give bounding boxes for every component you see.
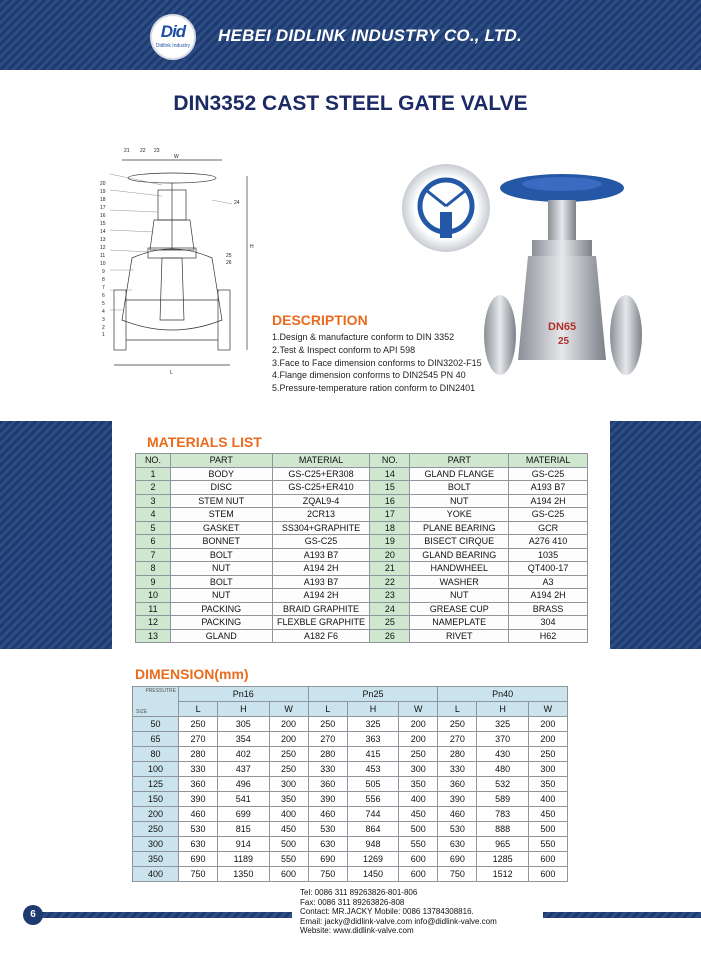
materials-row xyxy=(136,535,588,549)
materials-cell: 9 xyxy=(136,575,171,589)
dimension-cell: 750 xyxy=(438,867,477,882)
materials-header-cell: MATERIAL xyxy=(272,454,370,468)
callout-4: 4 xyxy=(102,309,105,315)
dimension-cell: 325 xyxy=(477,717,528,732)
contact-website: Website: www.didlink-valve.com xyxy=(300,926,414,936)
dimension-cell: 330 xyxy=(179,762,218,777)
materials-cell: 17 xyxy=(370,508,410,522)
dimension-cell: 360 xyxy=(179,777,218,792)
callout-9: 9 xyxy=(102,269,105,275)
materials-cell: 7 xyxy=(136,548,171,562)
dimension-cell: 450 xyxy=(269,822,308,837)
contact-tel: Tel: 0086 311 89263826-801-806 xyxy=(300,888,418,897)
dimension-cell: 556 xyxy=(347,792,398,807)
callout-22: 22 xyxy=(140,148,146,154)
materials-header-cell: PART xyxy=(170,454,272,468)
materials-cell: A194 2H xyxy=(272,589,370,603)
description-item: 4.Flange dimension conforms to DIN2545 PN 40 xyxy=(272,370,466,381)
callout-6: 6 xyxy=(102,293,105,299)
dimension-cell: 402 xyxy=(218,747,269,762)
dimension-cell: 270 xyxy=(179,732,218,747)
materials-cell: 15 xyxy=(370,481,410,495)
materials-cell: A194 2H xyxy=(509,494,588,508)
materials-cell: 13 xyxy=(136,629,171,643)
dimension-sub-header: L xyxy=(308,702,347,717)
dim-label-w: W xyxy=(174,154,179,160)
materials-cell: SS304+GRAPHITE xyxy=(272,521,370,535)
corner-size-label: SIZE xyxy=(136,709,148,715)
materials-cell: 2CR13 xyxy=(272,508,370,522)
dimension-size-cell: 50 xyxy=(133,717,179,732)
dimension-sub-header: H xyxy=(218,702,269,717)
handwheel-inset xyxy=(402,164,490,252)
dimension-size-cell: 150 xyxy=(133,792,179,807)
dimension-cell: 330 xyxy=(438,762,477,777)
dimension-table xyxy=(132,686,568,882)
marking-pn: 25 xyxy=(558,336,570,347)
dimension-cell: 250 xyxy=(438,717,477,732)
dimension-cell: 600 xyxy=(528,867,567,882)
callout-15: 15 xyxy=(100,221,106,227)
materials-row xyxy=(136,589,588,603)
materials-cell: QT400-17 xyxy=(509,562,588,576)
contact-fax: Fax: 0086 311 89263826-808 xyxy=(300,897,405,907)
callout-5: 5 xyxy=(102,301,105,307)
materials-cell: GLAND BEARING xyxy=(410,548,509,562)
dimension-cell: 589 xyxy=(477,792,528,807)
dimension-cell: 200 xyxy=(528,717,567,732)
materials-cell: 304 xyxy=(509,616,588,630)
dimension-cell: 270 xyxy=(308,732,347,747)
materials-header-cell: PART xyxy=(410,454,509,468)
materials-cell: 21 xyxy=(370,562,410,576)
dimension-cell: 783 xyxy=(477,807,528,822)
materials-cell: BOLT xyxy=(170,548,272,562)
materials-cell: GLAND FLANGE xyxy=(410,467,509,481)
marking-dn: DN65 xyxy=(548,321,577,333)
materials-header-cell: NO. xyxy=(370,454,410,468)
materials-cell: 1035 xyxy=(509,548,588,562)
materials-cell: YOKE xyxy=(410,508,509,522)
callout-7: 7 xyxy=(102,285,105,291)
materials-header-cell: NO. xyxy=(136,454,171,468)
dimension-cell: 250 xyxy=(269,747,308,762)
dimension-cell: 630 xyxy=(308,837,347,852)
dimension-row xyxy=(133,837,568,852)
dimension-cell: 270 xyxy=(438,732,477,747)
materials-cell: 20 xyxy=(370,548,410,562)
materials-heading: MATERIALS LIST xyxy=(147,434,262,450)
materials-cell: ZQAL9-4 xyxy=(272,494,370,508)
materials-cell: 23 xyxy=(370,589,410,603)
dimension-cell: 350 xyxy=(269,792,308,807)
materials-cell: 2 xyxy=(136,481,171,495)
dimension-cell: 690 xyxy=(308,852,347,867)
materials-cell: FLEXBLE GRAPHITE xyxy=(272,616,370,630)
dimension-cell: 815 xyxy=(218,822,269,837)
dimension-cell: 460 xyxy=(438,807,477,822)
dimension-row xyxy=(133,822,568,837)
contact-person: Contact: MR.JACKY Mobile: 0086 13784308816. xyxy=(300,907,474,917)
dimension-cell: 300 xyxy=(399,762,438,777)
pressure-header: Pn16 xyxy=(179,687,309,702)
materials-row xyxy=(136,548,588,562)
dimension-cell: 400 xyxy=(399,792,438,807)
materials-cell: RIVET xyxy=(410,629,509,643)
materials-cell: 14 xyxy=(370,467,410,481)
materials-cell: A193 B7 xyxy=(272,575,370,589)
dimension-row xyxy=(133,852,568,867)
dimension-size-cell: 300 xyxy=(133,837,179,852)
materials-cell: GS-C25+ER308 xyxy=(272,467,370,481)
dimension-cell: 480 xyxy=(477,762,528,777)
materials-cell: A182 F6 xyxy=(272,629,370,643)
logo-text: Didlink Industry xyxy=(155,43,191,49)
dimension-cell: 1512 xyxy=(477,867,528,882)
corner-pressure-label: PRESSUTRE xyxy=(145,688,176,694)
materials-cell: GS-C25 xyxy=(272,535,370,549)
dimension-cell: 914 xyxy=(218,837,269,852)
dimension-cell: 460 xyxy=(308,807,347,822)
callout-19: 19 xyxy=(100,189,106,195)
dimension-cell: 530 xyxy=(179,822,218,837)
dimension-cell: 325 xyxy=(347,717,398,732)
dimension-cell: 541 xyxy=(218,792,269,807)
materials-cell: BRAID GRAPHITE xyxy=(272,602,370,616)
materials-cell: PACKING xyxy=(170,616,272,630)
materials-cell: 24 xyxy=(370,602,410,616)
materials-row xyxy=(136,508,588,522)
materials-row xyxy=(136,494,588,508)
description-item: 5.Pressure-temperature ration conform to DIN2401 xyxy=(272,383,476,394)
materials-cell: NUT xyxy=(170,589,272,603)
dimension-cell: 400 xyxy=(528,792,567,807)
description-item: 2.Test & Inspect conform to API 598 xyxy=(272,344,416,355)
inset-stem xyxy=(440,212,452,238)
materials-cell: 26 xyxy=(370,629,410,643)
description-heading: DESCRIPTION xyxy=(272,312,368,328)
callout-2: 2 xyxy=(102,325,105,331)
dimension-cell: 200 xyxy=(399,717,438,732)
dimension-cell: 250 xyxy=(308,717,347,732)
dimension-cell: 360 xyxy=(438,777,477,792)
company-name: HEBEI DIDLINK INDUSTRY CO., LTD. xyxy=(218,26,522,45)
dimension-heading: DIMENSION(mm) xyxy=(135,666,249,682)
dimension-size-cell: 65 xyxy=(133,732,179,747)
dimension-cell: 500 xyxy=(399,822,438,837)
bonnet-flange xyxy=(532,240,592,256)
logo-mark: Did xyxy=(160,22,186,41)
right-flange xyxy=(610,295,642,375)
materials-cell: 18 xyxy=(370,521,410,535)
dimension-row xyxy=(133,732,568,747)
callout-23: 23 xyxy=(154,148,160,154)
callout-26: 26 xyxy=(226,260,232,266)
description-item: 3.Face to Face dimension conforms to DIN3202-F15 xyxy=(272,357,482,368)
dimension-cell: 1189 xyxy=(218,852,269,867)
materials-cell: A194 2H xyxy=(272,562,370,576)
materials-cell: WASHER xyxy=(410,575,509,589)
callout-21: 21 xyxy=(124,148,130,154)
callout-13: 13 xyxy=(100,237,106,243)
materials-cell: STEM xyxy=(170,508,272,522)
materials-cell: 4 xyxy=(136,508,171,522)
dim-label-h: H xyxy=(250,244,254,250)
dimension-cell: 630 xyxy=(179,837,218,852)
materials-cell: PACKING xyxy=(170,602,272,616)
dimension-cell: 250 xyxy=(269,762,308,777)
materials-table xyxy=(135,453,588,643)
materials-cell: 11 xyxy=(136,602,171,616)
callout-25: 25 xyxy=(226,253,232,259)
dimension-sub-header: L xyxy=(438,702,477,717)
materials-cell: 12 xyxy=(136,616,171,630)
dimension-cell: 600 xyxy=(399,852,438,867)
dimension-cell: 864 xyxy=(347,822,398,837)
dimension-size-cell: 100 xyxy=(133,762,179,777)
callout-20: 20 xyxy=(100,181,106,187)
footer-rule-left xyxy=(42,912,292,918)
materials-cell: A3 xyxy=(509,575,588,589)
dimension-cell: 888 xyxy=(477,822,528,837)
callout-16: 16 xyxy=(100,213,106,219)
dimension-row xyxy=(133,717,568,732)
yoke xyxy=(548,200,576,240)
materials-cell: GLAND xyxy=(170,629,272,643)
footer-rule-right xyxy=(543,912,701,918)
dimension-cell: 305 xyxy=(218,717,269,732)
dimension-cell: 280 xyxy=(179,747,218,762)
dimension-size-cell: 350 xyxy=(133,852,179,867)
dimension-cell: 1269 xyxy=(347,852,398,867)
materials-row xyxy=(136,602,588,616)
page-number: 6 xyxy=(23,905,43,925)
dimension-cell: 280 xyxy=(308,747,347,762)
dimension-row xyxy=(133,762,568,777)
dimension-cell: 390 xyxy=(179,792,218,807)
description-item: 1.Design & manufacture conform to DIN 3352 xyxy=(272,332,455,342)
dimension-cell: 330 xyxy=(308,762,347,777)
dimension-cell: 532 xyxy=(477,777,528,792)
materials-cell: H62 xyxy=(509,629,588,643)
dimension-cell: 360 xyxy=(308,777,347,792)
materials-cell: 3 xyxy=(136,494,171,508)
materials-cell: A193 B7 xyxy=(509,481,588,495)
dimension-size-cell: 125 xyxy=(133,777,179,792)
dimension-row xyxy=(133,792,568,807)
dimension-cell: 699 xyxy=(218,807,269,822)
dim-label-l: L xyxy=(170,370,173,376)
dimension-sub-header: W xyxy=(528,702,567,717)
dimension-cell: 505 xyxy=(347,777,398,792)
page-title: DIN3352 CAST STEEL GATE VALVE xyxy=(173,92,528,115)
materials-row xyxy=(136,481,588,495)
materials-cell: NUT xyxy=(410,494,509,508)
dimension-cell: 600 xyxy=(528,852,567,867)
dimension-cell: 500 xyxy=(528,822,567,837)
dimension-cell: 430 xyxy=(477,747,528,762)
materials-header-cell: MATERIAL xyxy=(509,454,588,468)
band-left xyxy=(0,421,112,649)
dimension-cell: 550 xyxy=(269,852,308,867)
materials-cell: GS-C25+ER410 xyxy=(272,481,370,495)
dimension-size-cell: 250 xyxy=(133,822,179,837)
dimension-cell: 600 xyxy=(399,867,438,882)
materials-cell: GS-C25 xyxy=(509,508,588,522)
sectional-drawing xyxy=(92,140,264,380)
materials-cell: NAMEPLATE xyxy=(410,616,509,630)
dimension-sub-header: H xyxy=(347,702,398,717)
dimension-cell: 354 xyxy=(218,732,269,747)
dimension-cell: 437 xyxy=(218,762,269,777)
dimension-cell: 965 xyxy=(477,837,528,852)
dimension-cell: 415 xyxy=(347,747,398,762)
callout-14: 14 xyxy=(100,229,106,235)
callout-1: 1 xyxy=(102,332,105,338)
materials-row xyxy=(136,616,588,630)
dimension-cell: 530 xyxy=(438,822,477,837)
dimension-size-cell: 80 xyxy=(133,747,179,762)
materials-cell: GCR xyxy=(509,521,588,535)
dimension-corner-cell xyxy=(133,687,179,717)
dimension-cell: 300 xyxy=(269,777,308,792)
materials-cell: 19 xyxy=(370,535,410,549)
dimension-size-cell: 200 xyxy=(133,807,179,822)
materials-cell: 8 xyxy=(136,562,171,576)
dimension-sub-header: W xyxy=(269,702,308,717)
dimension-row xyxy=(133,747,568,762)
materials-cell: BONNET xyxy=(170,535,272,549)
dimension-cell: 750 xyxy=(308,867,347,882)
dimension-cell: 250 xyxy=(179,717,218,732)
dimension-row xyxy=(133,807,568,822)
dimension-cell: 280 xyxy=(438,747,477,762)
dimension-cell: 390 xyxy=(438,792,477,807)
materials-cell: GS-C25 xyxy=(509,467,588,481)
dimension-sub-header: W xyxy=(399,702,438,717)
callout-18: 18 xyxy=(100,197,106,203)
dimension-cell: 600 xyxy=(269,867,308,882)
dimension-cell: 690 xyxy=(179,852,218,867)
pressure-header: Pn25 xyxy=(308,687,438,702)
materials-cell: GASKET xyxy=(170,521,272,535)
contact-email: Email: jacky@didlink-valve.com info@didlink-valve.com xyxy=(300,916,497,926)
contact-block xyxy=(300,888,497,936)
dimension-cell: 453 xyxy=(347,762,398,777)
materials-cell: 10 xyxy=(136,589,171,603)
materials-cell: DISC xyxy=(170,481,272,495)
dimension-cell: 200 xyxy=(269,732,308,747)
dimension-cell: 1285 xyxy=(477,852,528,867)
dimension-cell: 250 xyxy=(399,747,438,762)
dimension-cell: 1350 xyxy=(218,867,269,882)
materials-cell: BRASS xyxy=(509,602,588,616)
dimension-cell: 530 xyxy=(308,822,347,837)
dimension-cell: 200 xyxy=(528,732,567,747)
materials-row xyxy=(136,629,588,643)
materials-cell: BISECT CIRQUE xyxy=(410,535,509,549)
dimension-cell: 450 xyxy=(399,807,438,822)
description-list xyxy=(272,331,482,395)
materials-cell: BOLT xyxy=(410,481,509,495)
materials-cell: BODY xyxy=(170,467,272,481)
materials-cell: 22 xyxy=(370,575,410,589)
materials-cell: A276 410 xyxy=(509,535,588,549)
materials-cell: BOLT xyxy=(170,575,272,589)
dimension-sub-header: L xyxy=(179,702,218,717)
left-flange xyxy=(484,295,516,375)
pressure-header: Pn40 xyxy=(438,687,568,702)
dimension-cell: 750 xyxy=(179,867,218,882)
dimension-cell: 1450 xyxy=(347,867,398,882)
dimension-cell: 250 xyxy=(528,747,567,762)
dimension-cell: 550 xyxy=(399,837,438,852)
callout-8: 8 xyxy=(102,277,105,283)
materials-row xyxy=(136,562,588,576)
dimension-cell: 350 xyxy=(528,777,567,792)
materials-cell: A194 2H xyxy=(509,589,588,603)
dimension-cell: 948 xyxy=(347,837,398,852)
dimension-cell: 744 xyxy=(347,807,398,822)
dimension-row xyxy=(133,777,568,792)
band-right xyxy=(610,421,701,649)
dimension-cell: 370 xyxy=(477,732,528,747)
dimension-size-cell: 400 xyxy=(133,867,179,882)
callout-17: 17 xyxy=(100,205,106,211)
callout-12: 12 xyxy=(100,245,106,251)
dimension-cell: 630 xyxy=(438,837,477,852)
materials-row xyxy=(136,467,588,481)
dimension-cell: 450 xyxy=(528,807,567,822)
materials-row xyxy=(136,575,588,589)
materials-cell: 25 xyxy=(370,616,410,630)
materials-cell: GREASE CUP xyxy=(410,602,509,616)
dimension-cell: 300 xyxy=(528,762,567,777)
page-header xyxy=(0,0,701,70)
dimension-cell: 400 xyxy=(269,807,308,822)
dimension-cell: 363 xyxy=(347,732,398,747)
materials-cell: A193 B7 xyxy=(272,548,370,562)
materials-row xyxy=(136,521,588,535)
company-logo xyxy=(150,14,196,60)
materials-cell: NUT xyxy=(170,562,272,576)
materials-cell: 16 xyxy=(370,494,410,508)
dimension-cell: 496 xyxy=(218,777,269,792)
dimension-cell: 500 xyxy=(269,837,308,852)
dimension-cell: 550 xyxy=(528,837,567,852)
callout-11: 11 xyxy=(100,253,106,259)
callout-10: 10 xyxy=(100,261,106,267)
callout-3: 3 xyxy=(102,317,105,323)
materials-cell: 5 xyxy=(136,521,171,535)
dimension-sub-header: H xyxy=(477,702,528,717)
callout-24: 24 xyxy=(234,200,240,206)
materials-cell: HANDWHEEL xyxy=(410,562,509,576)
materials-cell: PLANE BEARING xyxy=(410,521,509,535)
dimension-cell: 390 xyxy=(308,792,347,807)
dimension-cell: 200 xyxy=(269,717,308,732)
materials-cell: 6 xyxy=(136,535,171,549)
dimension-cell: 350 xyxy=(399,777,438,792)
dimension-cell: 690 xyxy=(438,852,477,867)
dimension-cell: 460 xyxy=(179,807,218,822)
materials-cell: STEM NUT xyxy=(170,494,272,508)
materials-cell: NUT xyxy=(410,589,509,603)
dimension-row xyxy=(133,867,568,882)
dimension-cell: 200 xyxy=(399,732,438,747)
materials-cell: 1 xyxy=(136,467,171,481)
